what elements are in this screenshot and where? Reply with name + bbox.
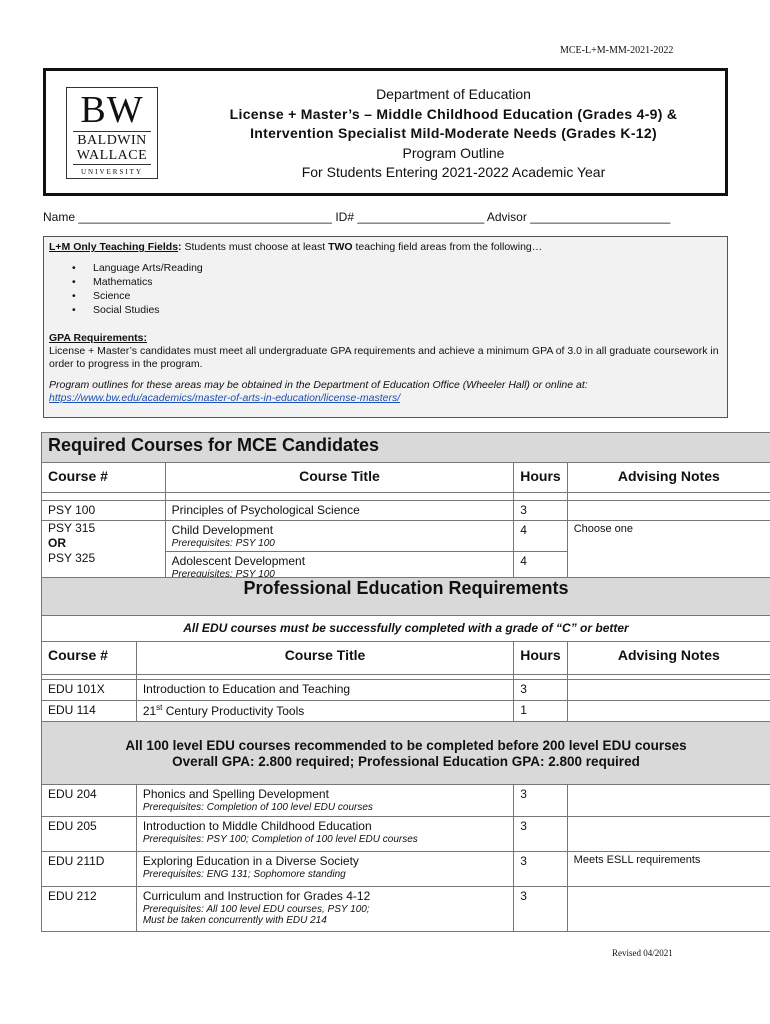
required-courses-title: Required Courses for MCE Candidates bbox=[42, 433, 770, 463]
col-hours: Hours bbox=[514, 463, 567, 493]
list-item: • Science bbox=[44, 289, 727, 303]
table-row: EDU 204 Phonics and Spelling Development Prerequisites: Completion of 100 level EDU courses 3 bbox=[42, 785, 770, 817]
list-item: • Language Arts/Reading bbox=[44, 261, 727, 275]
advisor-label: Advisor bbox=[486, 210, 527, 224]
baldwin-wallace-logo bbox=[66, 87, 158, 179]
header-box bbox=[43, 68, 728, 196]
department-name: Department of Education bbox=[376, 86, 531, 102]
table-row: EDU 212 Curriculum and Instruction for Grades 4-12 Prerequisites: All 100 level EDU courses, PSY 100; Must be taken concurrently with EDU 214 3 bbox=[42, 887, 770, 932]
list-item: • Mathematics bbox=[44, 275, 727, 289]
col-notes: Advising Notes bbox=[567, 463, 770, 493]
gpa-heading: GPA Requirements: bbox=[49, 332, 148, 344]
esll-note: Meets ESLL requirements bbox=[567, 852, 770, 887]
table-row: EDU 205 Introduction to Middle Childhood Education Prerequisites: PSY 100; Completion of 100 level EDU courses 3 bbox=[42, 817, 770, 852]
table-header-row bbox=[42, 463, 770, 493]
name-label: Name bbox=[43, 210, 76, 224]
professional-requirements-title: Professional Education Requirements bbox=[42, 578, 770, 616]
table-row: Adolescent Development Prerequisites: PSY 100 4 bbox=[42, 552, 770, 583]
id-label: ID# bbox=[335, 210, 354, 224]
table-row: PSY 100 Principles of Psychological Science 3 bbox=[42, 501, 770, 521]
advisor-field[interactable]: _____________________ bbox=[530, 210, 671, 224]
header-text bbox=[186, 85, 721, 183]
student-info-line bbox=[43, 210, 670, 224]
table-row: EDU 211D Exploring Education in a Diverse Society Prerequisites: ENG 131; Sophomore standing 3 Meets ESLL requirements bbox=[42, 852, 770, 887]
grade-requirement-note: All EDU courses must be successfully completed with a grade of “C” or better bbox=[42, 616, 770, 642]
gpa-text: License + Master’s candidates must meet all undergraduate GPA requirements and achieve a minimum GPA of 3.0 in all graduate coursework in order to progress in the program. bbox=[49, 345, 719, 370]
logo-line3: UNIVERSITY bbox=[81, 168, 143, 176]
table-row: PSY 315 OR PSY 325 Child Development Prerequisites: PSY 100 4 Choose one bbox=[42, 521, 770, 552]
program-outlines-link[interactable]: https://www.bw.edu/academics/master-of-arts-in-education/license-masters/ bbox=[49, 392, 401, 404]
table-row: EDU 101X Introduction to Education and Teaching 3 bbox=[42, 680, 770, 701]
program-info-box bbox=[43, 236, 728, 418]
professional-education-table bbox=[41, 577, 770, 932]
name-field[interactable]: ______________________________________ bbox=[78, 210, 332, 224]
logo-mark: BW bbox=[80, 89, 144, 131]
recommendation-banner: All 100 level EDU courses recommended to be completed before 200 level EDU courses Overall GPA: 2.800 required; Professional Education GPA: 2.800 required bbox=[42, 722, 770, 785]
revised-date: Revised 04/2021 bbox=[612, 948, 673, 958]
teaching-fields-intro: L+M Only Teaching Fields: Students must choose at least TWO teaching field areas from the following… bbox=[49, 241, 543, 253]
list-item: • Social Studies bbox=[44, 303, 727, 317]
teaching-fields-heading: L+M Only Teaching Fields bbox=[49, 241, 179, 253]
program-title-line1: License + Master’s – Middle Childhood Education (Grades 4-9) & bbox=[229, 105, 678, 122]
id-field[interactable]: ___________________ bbox=[357, 210, 485, 224]
teaching-fields-list bbox=[44, 261, 727, 317]
col-title: Course Title bbox=[165, 463, 514, 493]
table-row: EDU 114 21st Century Productivity Tools 1 bbox=[42, 701, 770, 722]
entering-year: For Students Entering 2021-2022 Academic Year bbox=[301, 164, 606, 180]
document-code: MCE-L+M-MM-2021-2022 bbox=[560, 45, 674, 56]
program-title-line2: Intervention Specialist Mild-Moderate Needs (Grades K-12) bbox=[250, 125, 657, 141]
col-course: Course # bbox=[42, 463, 166, 493]
program-outline-label: Program Outline bbox=[402, 144, 505, 161]
logo-line2: WALLACE bbox=[76, 148, 148, 163]
logo-line1: BALDWIN bbox=[77, 133, 147, 148]
outlines-text: Program outlines for these areas may be obtained in the Department of Education Office (Wheeler Hall) or online at: bbox=[49, 379, 588, 391]
table-header-row: Course # Course Title Hours Advising Notes bbox=[42, 642, 770, 675]
required-courses-table bbox=[41, 432, 770, 583]
